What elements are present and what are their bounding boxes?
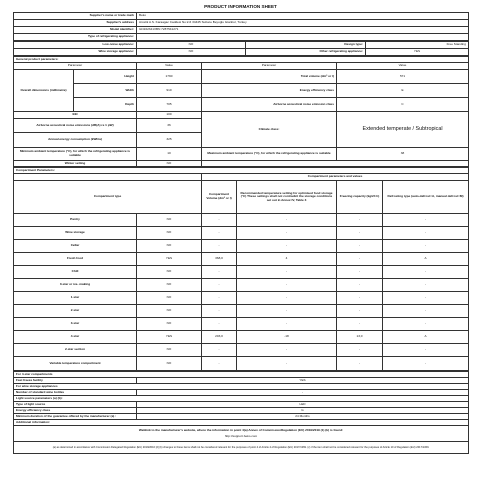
compartment-volume: - bbox=[202, 227, 237, 240]
climate-class-label: Climate class: bbox=[202, 112, 337, 148]
compartment-temp: - bbox=[237, 214, 337, 227]
guarantee-value: 24 Months bbox=[137, 414, 469, 420]
compartment-present: NO bbox=[137, 318, 202, 331]
supplier-name-value: Beko bbox=[137, 13, 469, 20]
compartment-temp: - bbox=[237, 344, 337, 357]
compartment-volume: 203,0 bbox=[202, 331, 237, 344]
fast-freeze-label: Fast freeze facility bbox=[14, 378, 137, 384]
compartment-defrost: - bbox=[383, 214, 469, 227]
general-parameters-title: General product parameters: bbox=[14, 57, 469, 63]
compartment-row bbox=[14, 305, 469, 318]
other-appliance-label: Other refrigerating appliance: bbox=[246, 49, 366, 56]
compartment-freezing: - bbox=[337, 357, 383, 371]
weblink-text bbox=[14, 426, 469, 442]
value-header-1: Value bbox=[137, 63, 202, 70]
design-type-label: Design type: bbox=[246, 42, 366, 49]
sheet-title: PRODUCT INFORMATION SHEET bbox=[204, 4, 277, 9]
max-temp-label: Maximum ambient temperature (°C), for which the refrigerating appliance is suitable bbox=[202, 148, 337, 161]
compartment-volume: - bbox=[202, 305, 237, 318]
compartment-temp: - bbox=[237, 279, 337, 292]
compartment-defrost: - bbox=[383, 240, 469, 253]
compartment-defrost: - bbox=[383, 344, 469, 357]
compartment-type-header: Compartment type bbox=[14, 181, 202, 214]
supplier-name-label: Supplier's name or trade mark bbox=[14, 13, 137, 20]
supplier-address-label: Supplier's address bbox=[14, 20, 137, 27]
height-value: 1790 bbox=[137, 70, 202, 84]
compartment-name: Wine storage bbox=[14, 227, 137, 240]
compartment-freezing: - bbox=[337, 227, 383, 240]
compartment-temp: - bbox=[237, 240, 337, 253]
type-of-appliance-label: Type of refrigerating appliance: bbox=[14, 34, 137, 41]
compartment-volume: - bbox=[202, 266, 237, 279]
eei-label: EEI bbox=[14, 112, 137, 119]
defrosting-type-header: Defrosting type (auto-defrost=A, manual defrost=M) bbox=[383, 181, 469, 214]
compartment-row bbox=[14, 266, 469, 279]
additional-info-title: Additional information: bbox=[14, 420, 469, 426]
total-volume-label: Total volume (dm³ or l) bbox=[202, 70, 337, 84]
compartment-present: NO bbox=[137, 279, 202, 292]
compartment-freezing: 13,0 bbox=[337, 331, 383, 344]
compartment-defrost: - bbox=[383, 279, 469, 292]
compartment-name: 2-star bbox=[14, 305, 137, 318]
compartment-table bbox=[13, 167, 469, 371]
compartment-present: NO bbox=[137, 357, 202, 371]
footnote: (a) as determined in accordance with Commission Delegated Regulation (EU) 2019/2016 [2] (b) changes to these items shall not be considered relevant for the purposes of point 4 of Article 4 of Regulation (EU) 2017/1369. (c) if the item shall not be considered relevant for the purposes of Article 10 of Regulation (EU) 2017/1369. bbox=[14, 442, 469, 454]
four-star-title: For 4-star compartments bbox=[14, 372, 469, 378]
energy-class-value: E bbox=[337, 84, 469, 98]
compartment-present: YES bbox=[137, 253, 202, 266]
wine-bottles-value: - bbox=[137, 390, 469, 396]
width-label: Width bbox=[74, 84, 137, 98]
compartment-name: Fresh food bbox=[14, 253, 137, 266]
compartment-volume-header: Compartment Volume (dm³ or l) bbox=[202, 181, 237, 214]
depth-label: Depth bbox=[74, 98, 137, 112]
depth-value: 705 bbox=[137, 98, 202, 112]
compartment-defrost: - bbox=[383, 227, 469, 240]
other-appliance-value: YES bbox=[366, 49, 469, 56]
compartment-defrost: - bbox=[383, 292, 469, 305]
wine-storage-value: NO bbox=[137, 49, 246, 56]
supplier-address-value: Arcelik A.S. Karaagac Caddesi No:2-6 34445 Sutluce Beyoglu Istanbul, Turkey bbox=[137, 20, 469, 27]
general-parameters-table bbox=[13, 56, 469, 167]
compartment-name: Pantry bbox=[14, 214, 137, 227]
compartment-temp: - bbox=[237, 305, 337, 318]
compartment-freezing: - bbox=[337, 240, 383, 253]
min-temp-value: 10 bbox=[137, 148, 202, 161]
compartment-present: NO bbox=[137, 227, 202, 240]
energy-class-label: Energy efficiency class bbox=[202, 84, 337, 98]
light-source-title: Light source parameters (a) (b): bbox=[14, 396, 469, 402]
compartment-temp: - bbox=[237, 227, 337, 240]
compartment-values-title: Compartment parameters and values bbox=[202, 174, 469, 181]
compartment-present: NO bbox=[137, 292, 202, 305]
compartment-volume: - bbox=[202, 240, 237, 253]
compartment-row bbox=[14, 253, 469, 266]
compartment-present: NO bbox=[137, 240, 202, 253]
appliance-type-table bbox=[13, 41, 469, 56]
annual-consumption-value: 325 bbox=[137, 133, 202, 148]
support-url[interactable]: http://support.beko.com bbox=[224, 433, 258, 438]
winter-setting-label: Winter setting bbox=[14, 161, 137, 167]
compartment-present: YES bbox=[137, 331, 202, 344]
noise-class-label: Airborne acoustical noise emission class bbox=[202, 98, 337, 112]
compartment-name: Variable temperature compartment bbox=[14, 357, 137, 371]
compartment-name: 0-star or ice- making bbox=[14, 279, 137, 292]
annual-consumption-label: Annual energy consumption (kWh/a) bbox=[14, 133, 137, 148]
model-identifier-label: Model identifier: bbox=[14, 27, 137, 34]
compartment-present: NO bbox=[137, 344, 202, 357]
compartment-row bbox=[14, 344, 469, 357]
param-header-2: Parameter bbox=[202, 63, 337, 70]
light-type-label: Type of light source bbox=[14, 402, 137, 408]
compartment-parameters-title: Compartment Parameters: bbox=[14, 168, 469, 174]
compartment-name: Cellar bbox=[14, 240, 137, 253]
compartment-volume: - bbox=[202, 318, 237, 331]
compartment-defrost: - bbox=[383, 305, 469, 318]
param-header-1: Parameter bbox=[14, 63, 137, 70]
wine-bottles-label: Number of standard wine bottles bbox=[14, 390, 137, 396]
product-information-sheet bbox=[13, 0, 468, 454]
compartment-defrost: A bbox=[383, 253, 469, 266]
compartment-freezing: - bbox=[337, 344, 383, 357]
compartment-temp: - bbox=[237, 292, 337, 305]
min-temp-label: Minimum ambient temperature (°C), for which the refrigerating appliance is suitable bbox=[14, 148, 137, 161]
recommended-temp-header: Recommended temperature setting for optimised food storage (°C) These settings shall not contradict the storage conditions set out in Annex IV, Table 3 bbox=[237, 181, 337, 214]
compartment-volume: - bbox=[202, 292, 237, 305]
compartment-temp: 4 bbox=[237, 253, 337, 266]
supplier-table bbox=[13, 12, 469, 41]
compartment-freezing: - bbox=[337, 318, 383, 331]
max-temp-value: 38 bbox=[337, 148, 469, 161]
height-label: Height bbox=[74, 70, 137, 84]
compartment-row bbox=[14, 279, 469, 292]
compartment-defrost: A bbox=[383, 331, 469, 344]
compartment-present: NO bbox=[137, 266, 202, 279]
noise-emission-value: 36 bbox=[137, 119, 202, 133]
compartment-name: 4-star bbox=[14, 331, 137, 344]
design-type-value: Free Standing bbox=[366, 42, 469, 49]
compartment-volume: - bbox=[202, 214, 237, 227]
compartment-freezing: - bbox=[337, 292, 383, 305]
compartment-row bbox=[14, 357, 469, 371]
compartment-defrost: - bbox=[383, 266, 469, 279]
compartment-volume: - bbox=[202, 357, 237, 371]
compartment-name: 2-star section bbox=[14, 344, 137, 357]
compartment-row bbox=[14, 318, 469, 331]
overall-dimensions-label: Overall dimensions (millimetre) bbox=[14, 70, 74, 112]
eei-value: 100 bbox=[137, 112, 202, 119]
compartment-name: 3-star bbox=[14, 318, 137, 331]
winter-setting-value: NO bbox=[137, 161, 202, 167]
compartment-freezing: - bbox=[337, 266, 383, 279]
light-class-label: Energy efficiency class bbox=[14, 408, 137, 414]
compartment-freezing: - bbox=[337, 305, 383, 318]
light-class-value: G bbox=[137, 408, 469, 414]
guarantee-label: Minimum duration of the guarantee offered by the manufacturer (a) : bbox=[14, 414, 137, 420]
total-volume-value: 571 bbox=[337, 70, 469, 84]
compartment-present: NO bbox=[137, 305, 202, 318]
compartment-freezing: - bbox=[337, 214, 383, 227]
compartment-freezing: - bbox=[337, 253, 383, 266]
compartment-temp: - bbox=[237, 318, 337, 331]
compartment-volume: - bbox=[202, 344, 237, 357]
low-noise-label: Low-noise appliance: bbox=[14, 42, 137, 49]
additional-table bbox=[13, 371, 469, 454]
wine-storage-title: For wine storage appliances bbox=[14, 384, 469, 390]
compartment-rows bbox=[14, 214, 469, 371]
light-type-value: LED bbox=[137, 402, 469, 408]
compartment-row bbox=[14, 240, 469, 253]
width-value: 910 bbox=[137, 84, 202, 98]
value-header-2: Value bbox=[337, 63, 469, 70]
compartment-temp: - bbox=[237, 266, 337, 279]
compartment-defrost: - bbox=[383, 357, 469, 371]
compartment-row bbox=[14, 292, 469, 305]
compartment-volume: - bbox=[202, 279, 237, 292]
compartment-name: 1-star bbox=[14, 292, 137, 305]
model-identifier-value: GN162341XBN 7287541271 bbox=[137, 27, 469, 34]
compartment-temp: -18 bbox=[237, 331, 337, 344]
compartment-row bbox=[14, 214, 469, 227]
freezing-capacity-header: Freezing capacity (kg/24 h) bbox=[337, 181, 383, 214]
climate-class-value: Extended temperate / Subtropical bbox=[337, 112, 469, 148]
compartment-freezing: - bbox=[337, 279, 383, 292]
wine-storage-label: Wine storage appliance: bbox=[14, 49, 137, 56]
compartment-volume: 368,0 bbox=[202, 253, 237, 266]
noise-class-value: C bbox=[337, 98, 469, 112]
compartment-name: Chill bbox=[14, 266, 137, 279]
fast-freeze-value: YES bbox=[137, 378, 469, 384]
compartment-row bbox=[14, 227, 469, 240]
compartment-row bbox=[14, 331, 469, 344]
weblink-label: Weblink to the manufacturer's website, where the information in point 4(a) Annex of CommissionRegulation (EU) 2019/2019 (1) (b) is found: bbox=[138, 427, 344, 432]
compartment-present: NO bbox=[137, 214, 202, 227]
low-noise-value: NO bbox=[137, 42, 246, 49]
compartment-defrost: - bbox=[383, 318, 469, 331]
compartment-temp: - bbox=[237, 357, 337, 371]
noise-emission-label: Airborne acoustical noise emissions (dB(A) re 1 pW) bbox=[14, 119, 137, 133]
